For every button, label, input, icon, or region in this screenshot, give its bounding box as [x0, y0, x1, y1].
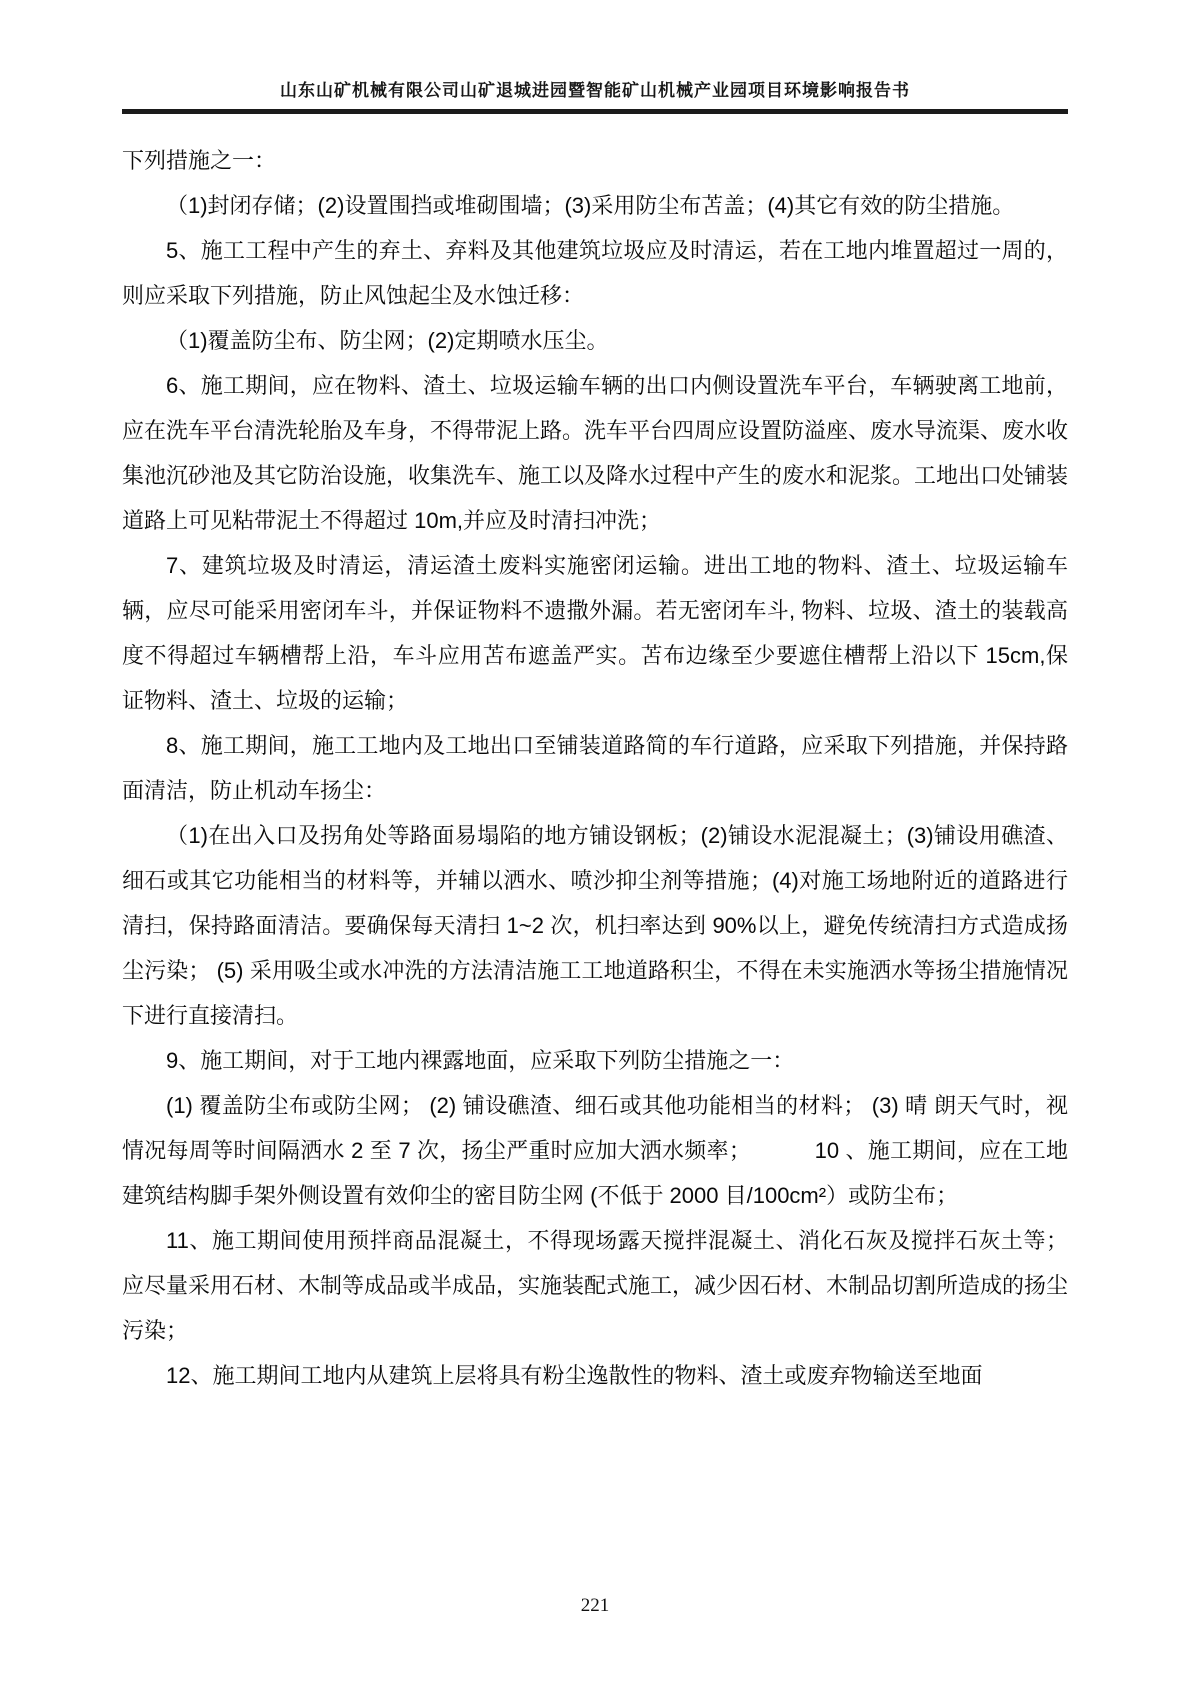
body-paragraph: 下列措施之一：	[122, 148, 277, 173]
document-body	[122, 138, 1068, 1398]
body-paragraph: 7、建筑垃圾及时清运，清运渣土废料实施密闭运输。进出工地的物料、渣土、垃圾运输车辆，应尽可能采用密闭车斗，并保证物料不遗撒外漏。若无密闭车斗, 物料、垃圾、渣土的装载高度不得超过车辆槽帮上沿，车斗应用苫布遮盖严实。苫布边缘至少要遮住槽帮上沿以下 15cm,保证物料、渣土、垃圾的运输；	[122, 553, 1068, 713]
body-paragraph: 8、施工期间，施工工地内及工地出口至铺装道路简的车行道路，应采取下列措施，并保持路面清洁，防止机动车扬尘：	[122, 733, 1068, 803]
body-paragraph: （1)覆盖防尘布、防尘网；(2)定期喷水压尘。	[166, 328, 609, 353]
page-header-title: 山东山矿机械有限公司山矿退城进园暨智能矿山机械产业园项目环境影响报告书	[280, 81, 910, 100]
body-paragraph: 5、施工工程中产生的弃土、弃料及其他建筑垃圾应及时清运，若在工地内堆置超过一周的，则应采取下列措施，防止风蚀起尘及水蚀迁移：	[122, 238, 1068, 308]
body-paragraph: （1)封闭存储；(2)设置围挡或堆砌围墙；(3)采用防尘布苫盖；(4)其它有效的防尘措施。	[166, 193, 1015, 218]
page-number: 221	[580, 1595, 610, 1616]
body-paragraph: 12、施工期间工地内从建筑上层将具有粉尘逸散性的物料、渣土或废弃物输送至地面	[166, 1363, 983, 1388]
body-paragraph: 11、施工期间使用预拌商品混凝土，不得现场露天搅拌混凝土、消化石灰及搅拌石灰土等；应尽量采用石材、木制等成品或半成品，实施装配式施工，减少因石材、木制品切割所造成的扬尘污染；	[122, 1228, 1069, 1343]
header-divider	[122, 109, 1068, 114]
body-paragraph: 6、施工期间，应在物料、渣土、垃圾运输车辆的出口内侧设置洗车平台，车辆驶离工地前，应在洗车平台清洗轮胎及车身，不得带泥上路。洗车平台四周应设置防溢座、废水导流渠、废水收集池沉砂池及其它防治设施，收集洗车、施工以及降水过程中产生的废水和泥浆。工地出口处铺装道路上可见粘带泥土不得超过 10m,并应及时清扫冲洗；	[122, 373, 1069, 533]
body-paragraph: (1) 覆盖防尘布或防尘网； (2) 铺设礁渣、细石或其他功能相当的材料； (3) 晴 朗天气时，视情况每周等时间隔洒水 2 至 7 次，扬尘严重时应加大洒水频率； 10 、施工期间，应在工地建筑结构脚手架外侧设置有效仰尘的密目防尘网 (不低于 2000 目/100cm²）或防尘布；	[122, 1093, 1068, 1208]
body-paragraph: 9、施工期间，对于工地内裸露地面，应采取下列防尘措施之一：	[166, 1048, 795, 1073]
body-paragraph: （1)在出入口及拐角处等路面易塌陷的地方铺设钢板；(2)铺设水泥混凝土；(3)铺设用礁渣、细石或其它功能相当的材料等，并辅以洒水、喷沙抑尘剂等措施；(4)对施工场地附近的道路进行清扫，保持路面清洁。要确保每天清扫 1~2 次，机扫率达到 90%以上，避免传统清扫方式造成扬尘污染； (5) 采用吸尘或水冲洗的方法清洁施工工地道路积尘，不得在未实施洒水等扬尘措施情况下进行直接清扫。	[122, 823, 1068, 1028]
